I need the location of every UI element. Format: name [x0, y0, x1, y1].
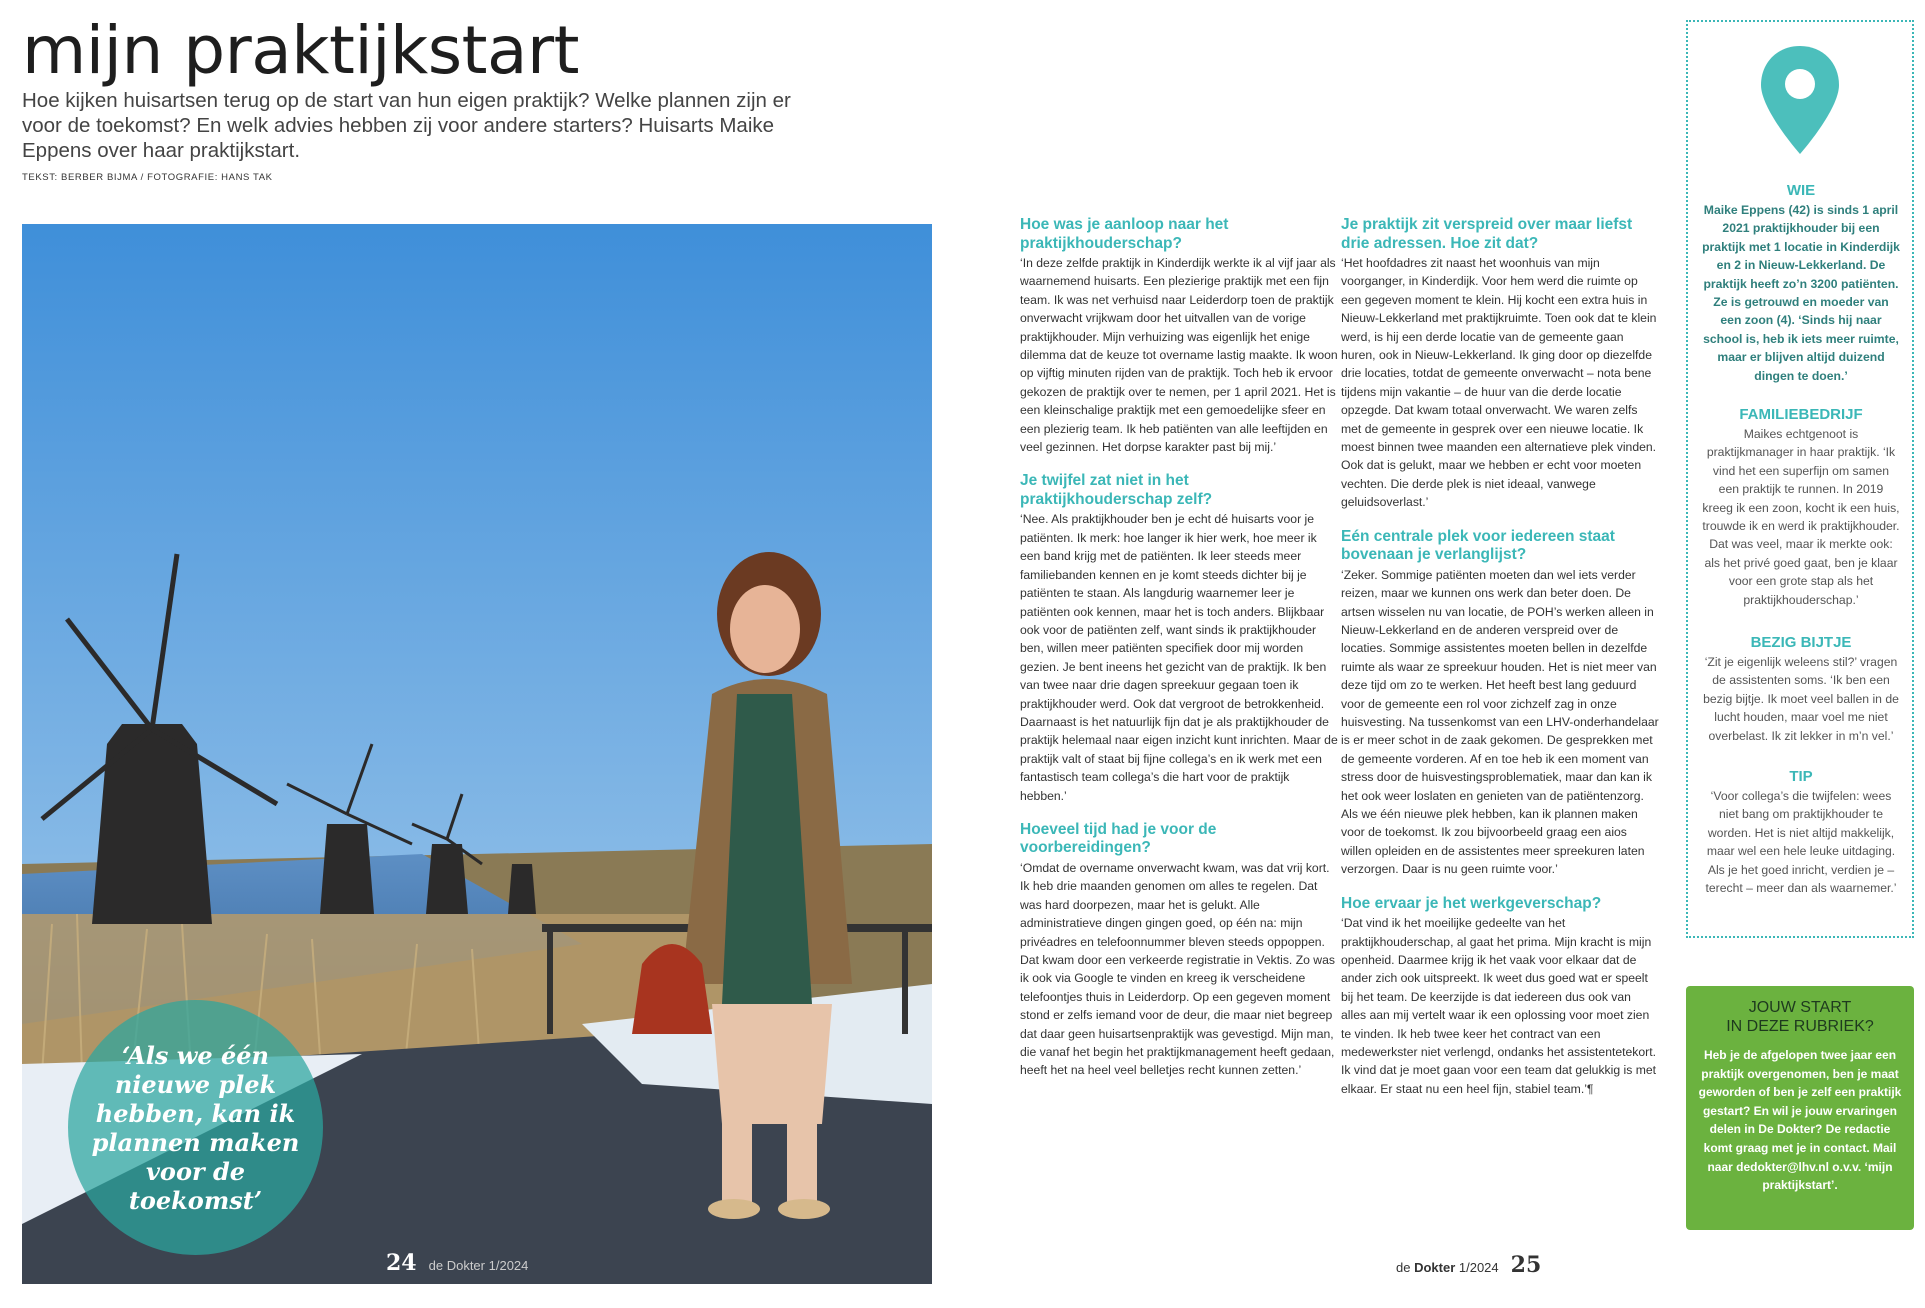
folio-right	[1396, 1252, 1541, 1278]
answer-paragraph: ‘Omdat de overname onverwacht kwam, was dat vrij kort. Ik heb drie maanden genomen om alles te regelen. Dat was hard doorpezen, maar het is gelukt. Alle administratieve dingen gingen goed, op één na: mijn privéadres en telefoonnummer bleven steeds oppoppen. Dat kwam door een verkeerde registratie in Vektis. Zo was ik ook via Google te vinden en kreeg ik verscheidene telefoontjes thuis in Leiderdorp. Op een gegeven moment stond er zelfs iemand voor de deur, die maar niet begreep dat daar geen huisartsenpraktijk was gevestigd. Mijn man, die vanaf het begin het praktijkmanagement heeft gedaan, heeft het na heel veel belletjes recht kunnen zetten.’	[1020, 860, 1335, 1078]
page-number-right: 25	[1510, 1252, 1542, 1278]
intro-text: Hoe kijken huisartsen terug op de start van hun eigen praktijk? Welke plannen zijn er voor de toekomst? En welk advies hebben zij voor andere starters? Huisarts Maike Eppens over haar praktijkstart.	[22, 89, 791, 162]
question-heading: Eén centrale plek voor iedereen staat bovenaan je verlanglijst?	[1341, 527, 1615, 564]
profile-sidebar	[1686, 20, 1914, 938]
issue-right: 1/2024	[1455, 1260, 1499, 1275]
sidebar-heading: FAMILIEBEDRIJF	[1739, 406, 1863, 423]
credit-line: TEKST: BERBER BIJMA / FOTOGRAFIE: HANS TAK	[22, 172, 273, 183]
location-pin-icon	[1758, 44, 1842, 156]
answer-paragraph: ‘Zeker. Sommige patiënten moeten dan wel iets verder reizen, maar we kunnen ons werk dan beter doen. De artsen wisselen nu van locatie, de POH’s werken alleen in Nieuw-Lekkerland en de anderen verspreid over de locaties. Sommige assistentes moeten bellen in dezelfde ruimte als waar ze spreekuur houden. Het is niet meer van deze tijd om zo te werken. Het heeft best lang geduurd voor de gemeente een rol voor zichzelf zag in onze huisvesting. Na tussenkomst van een LHV-onderhandelaar is er meer schot in de zaak gekomen. De gesprekken met de gemeente vorderen. Af en toe heb ik een moment van stress door de huisvestingsproblematiek, maar dan kan ik het ook weer loslaten en genieten van de patiëntenzorg. Als we één nieuwe plek hebben, kan ik plannen maken voor de toekomst. Ik zou bijvoorbeeld graag een aios willen opleiden en de assistentes meer spreekuren laten verzorgen. Daar is nu geen ruimte voor.’	[1341, 567, 1659, 877]
answer-paragraph: ‘Het hoofdadres zit naast het woonhuis van mijn voorganger, in Kinderdijk. Voor hem werd die ruimte op een gegeven moment te klein. Hij kocht een extra huis in Nieuw-Lekkerland met praktijkruimte. Toen ook dat te klein werd, is hij een derde locatie van de gemeente gaan huren, ook in Nieuw-Lekkerland. Ik ging door op diezelfde drie locaties, totdat de gemeente onverwacht – nota bene tijdens mijn vakantie – de huur van die derde locatie opzegde. Dat kwam totaal onverwacht. We waren zelfs met de gemeente in gesprek over een nieuwe locatie. Ik moest binnen twee maanden een alternatieve plek vinden. Ook dat is gelukt, maar we hebben er echt voor moeten vechten. Die derde plek is niet ideaal, vanwege geluidsoverlast.’	[1341, 256, 1657, 510]
question-heading: Je twijfel zat niet in het praktijkhouderschap zelf?	[1020, 472, 1213, 508]
question-heading: Hoeveel tijd had je voor de voorbereidingen?	[1020, 820, 1217, 857]
page-number-left: 24	[386, 1250, 417, 1276]
answer-paragraph: ‘Nee. Als praktijkhouder ben je echt dé huisarts voor je patiënten. Ik merk: hoe langer ik hier werk, hoe meer ik een band krijg met de patiënten. Ik leer steeds meer familiebanden kennen en je komt steeds dichter bij je patiënten te staan. Als langdurig waarnemer leer je patiënten ook kennen, maar het is toch anders. Blijkbaar ook voor de patiënten zelf, want sinds ik praktijkhouder ben, willen meer patiënten specifiek door mij worden gezien. Je bent ineens het gezicht van de praktijk. Ik ben van twee naar drie dagen spreekuur gegaan toen ik praktijkhouder werd. Ook dat vergroot de betrokkenheid. Daarnaast is het natuurlijk fijn dat je als praktijkhouder de praktijk helemaal naar eigen inzicht kunt inrichten. Maar de praktijk valt of staat bij fijne collega’s en ik werk met een fantastisch team collega’s die hart voor de praktijk hebben.’	[1020, 512, 1338, 803]
sidebar-section-wie	[1702, 182, 1900, 385]
folio-left	[386, 1250, 528, 1276]
sidebar-text: ‘Voor collega’s die twijfelen: wees niet bang om praktijkhouder te worden. Het is niet altijd makkelijk, maar wel een hele leuke uitdaging. Als je het goed inricht, verdien je – terecht – meer dan als waarnemer.’	[1705, 789, 1897, 896]
sidebar-heading: BEZIG BIJTJE	[1750, 634, 1852, 651]
pull-quote	[68, 1000, 323, 1255]
issue-left: 1/2024	[488, 1258, 529, 1273]
question-heading: Hoe was je aanloop naar het praktijkhouderschap?	[1020, 216, 1229, 252]
magazine-brand-left: de Dokter	[428, 1258, 485, 1273]
sidebar-section-bezig-bijtje	[1702, 634, 1900, 745]
sidebar-text: ‘Zit je eigenlijk weleens stil?’ vragen de assistenten soms. ‘Ik ben een bezig bijtje. Ik moet veel ballen in de lucht houden, maar voel me niet overbelast. Ik zit lekker in m’n vel.’	[1703, 655, 1899, 743]
sidebar-text: Maike Eppens (42) is sinds 1 april 2021 praktijkhouder bij een praktijk met 1 locatie in Kinderdijk en 2 in Nieuw-Lekkerland. De praktijk heeft zo’n 3200 patiënten. Ze is getrouwd en moeder van een zoon (4). ‘Sinds hij naar school is, heb ik iets meer ruimte, maar er blijven altijd duizend dingen te doen.’	[1702, 203, 1900, 383]
sidebar-heading: WIE	[1786, 182, 1816, 199]
magazine-prefix-right: de	[1396, 1260, 1415, 1275]
article-column-1	[1020, 216, 1338, 1080]
cta-heading-line-1: JOUW START	[1748, 999, 1852, 1016]
sidebar-section-tip	[1702, 768, 1900, 897]
answer-paragraph: ‘In deze zelfde praktijk in Kinderdijk werkte ik al vijf jaar als waarnemend huisarts. Een plezierige praktijk met een fijn team. Ik was net verhuisd naar Leiderdorp toen de praktijk onverwacht vrijkwam door het uitvallen van de vorige praktijkhouder. Mijn verhuizing was eigenlijk het enige dilemma dat de keuze tot overname lastig maakte. Ik woon op vijftig minuten rijden van de praktijk. Toch heb ik ervoor gekozen de praktijk over te nemen, per 1 april 2021. Het is een kleinschalige praktijk met een gemoedelijke sfeer en een plezierig team. Ik heb patiënten van alle leeftijden en veel gezinnen. Het dorpse karakter past bij mij.’	[1020, 256, 1338, 455]
cta-text: Heb je de afgelopen twee jaar een praktijk overgenomen, ben je maat geworden of ben je zelf een praktijk gestart? En wil je jouw ervaringen delen in De Dokter? De redactie komt graag met je in contact. Mail naar dedokter@lhv.nl o.v.v. ‘mijn praktijkstart’.	[1698, 1048, 1902, 1193]
magazine-brand-right: Dokter	[1414, 1260, 1456, 1275]
sidebar-text: Maikes echtgenoot is praktijkmanager in haar praktijk. ‘Ik vind het een superfijn om samen een praktijk te runnen. In 2019 kreeg ik een zoon, kocht ik een huis, trouwde ik en werd ik praktijkhouder. Dat was veel, maar ik merkte ook: als het privé goed gaat, ben je klaar voor een grote stap als het praktijkhouderschap.’	[1702, 427, 1900, 607]
cta-heading-line-2: IN DEZE RUBRIEK?	[1726, 1018, 1874, 1035]
question-heading: Je praktijk zit verspreid over maar liefst drie adressen. Hoe zit dat?	[1341, 216, 1633, 252]
page-title: mijn praktijkstart	[22, 12, 579, 89]
article-column-2	[1341, 216, 1659, 1098]
pull-quote-text: ‘Als we één nieuwe plek hebben, kan ik plannen maken voor de toekomst’	[91, 1040, 300, 1215]
sidebar-heading: TIP	[1789, 768, 1813, 785]
call-to-action-box	[1686, 986, 1914, 1230]
answer-paragraph: ‘Dat vind ik het moeilijke gedeelte van het praktijkhouderschap, al gaat het prima. Mijn kracht is mijn openheid. Daarmee krijg ik het vaak voor elkaar dat de ander zich ook uitspreekt. Ik weet dus goed wat er speelt bij het team. De keerzijde is dat iedereen dus ook van alles aan mij vertelt waar ik een oplossing voor moet zien te vinden. Ik heb twee keer het contract van een medewerkster niet verlengd, ondanks het assistentetekort. Ik vind dat je moet gaan voor een team dat gelukkig is met elkaar. Er staat nu een heel fijn, stabiel team.’¶	[1341, 916, 1657, 1096]
question-heading: Hoe ervaar je het werkgeverschap?	[1341, 894, 1602, 912]
sidebar-section-familiebedrijf	[1702, 406, 1900, 609]
